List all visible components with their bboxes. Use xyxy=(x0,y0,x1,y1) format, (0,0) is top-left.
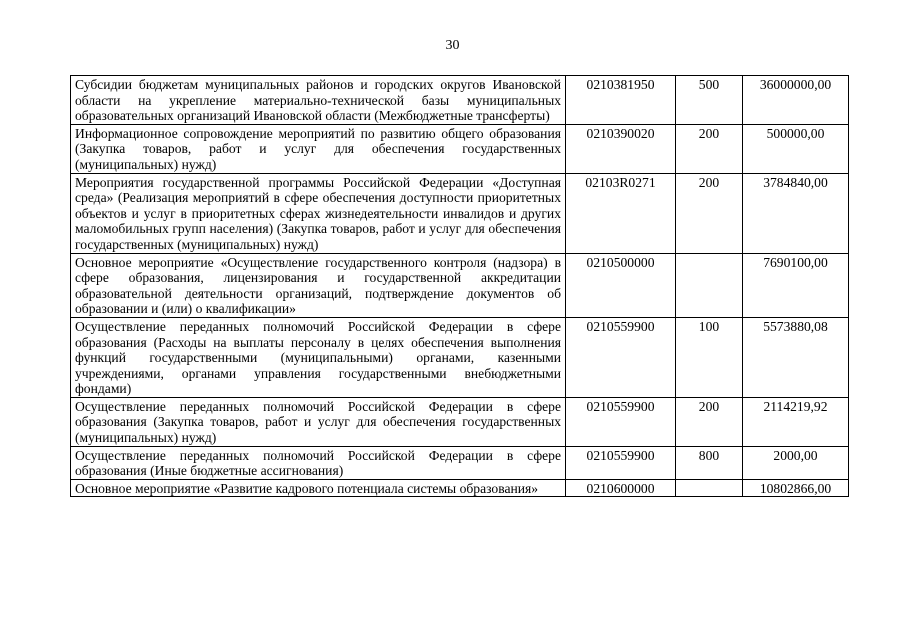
row-description: Осуществление переданных полномочий Российской Федерации в сфере образования (Иные бюджетные ассигнования) xyxy=(71,446,566,479)
row-amount: 500000,00 xyxy=(743,124,849,173)
row-code: 0210559900 xyxy=(566,446,676,479)
table-row xyxy=(71,76,849,125)
row-description: Субсидии бюджетам муниципальных районов и городских округов Ивановской области на укрепление материально-технической базы муниципальных образовательных организаций Ивановской области (Межбюджетные трансферты) xyxy=(71,76,566,125)
row-amount: 7690100,00 xyxy=(743,253,849,317)
row-code: 0210500000 xyxy=(566,253,676,317)
row-description: Основное мероприятие «Развитие кадрового потенциала системы образования» xyxy=(71,479,566,497)
row-code: 0210600000 xyxy=(566,479,676,497)
budget-table xyxy=(70,75,849,497)
row-description: Осуществление переданных полномочий Российской Федерации в сфере образования (Закупка товаров, работ и услуг для обеспечения государственных (муниципальных) нужд) xyxy=(71,397,566,446)
row-amount: 2000,00 xyxy=(743,446,849,479)
row-description: Основное мероприятие «Осуществление государственного контроля (надзора) в сфере образования, лицензирования и государственной аккредитации образовательной деятельности организаций, подтверждение документов об образовании и (или) о квалификации» xyxy=(71,253,566,317)
row-code: 0210559900 xyxy=(566,317,676,397)
row-expense-type: 200 xyxy=(676,173,743,253)
table-row xyxy=(71,397,849,446)
row-expense-type: 200 xyxy=(676,124,743,173)
page-number: 30 xyxy=(445,38,460,53)
row-amount: 3784840,00 xyxy=(743,173,849,253)
table-row xyxy=(71,317,849,397)
table-row xyxy=(71,253,849,317)
row-amount: 2114219,92 xyxy=(743,397,849,446)
row-expense-type xyxy=(676,479,743,497)
row-code: 02103R0271 xyxy=(566,173,676,253)
row-code: 0210390020 xyxy=(566,124,676,173)
row-description: Информационное сопровождение мероприятий по развитию общего образования (Закупка товаров, работ и услуг для обеспечения государственных (муниципальных) нужд) xyxy=(71,124,566,173)
row-expense-type: 100 xyxy=(676,317,743,397)
table-row xyxy=(71,479,849,497)
row-expense-type xyxy=(676,253,743,317)
table-row xyxy=(71,446,849,479)
row-expense-type: 200 xyxy=(676,397,743,446)
row-code: 0210559900 xyxy=(566,397,676,446)
table-row xyxy=(71,173,849,253)
row-expense-type: 800 xyxy=(676,446,743,479)
row-amount: 10802866,00 xyxy=(743,479,849,497)
row-code: 0210381950 xyxy=(566,76,676,125)
table-row xyxy=(71,124,849,173)
row-description: Мероприятия государственной программы Российской Федерации «Доступная среда» (Реализация мероприятий в сфере обеспечения доступности приоритетных объектов и услуг в приоритетных сферах жизнедеятельности инвалидов и других маломобильных групп населения) (Закупка товаров, работ и услуг для обеспечения государственных (муниципальных) нужд) xyxy=(71,173,566,253)
row-amount: 5573880,08 xyxy=(743,317,849,397)
row-amount: 36000000,00 xyxy=(743,76,849,125)
row-expense-type: 500 xyxy=(676,76,743,125)
row-description: Осуществление переданных полномочий Российской Федерации в сфере образования (Расходы на выплаты персоналу в целях обеспечения выполнения функций государственными (муниципальными) органами, казенными учреждениями, органами управления государственными внебюджетными фондами) xyxy=(71,317,566,397)
